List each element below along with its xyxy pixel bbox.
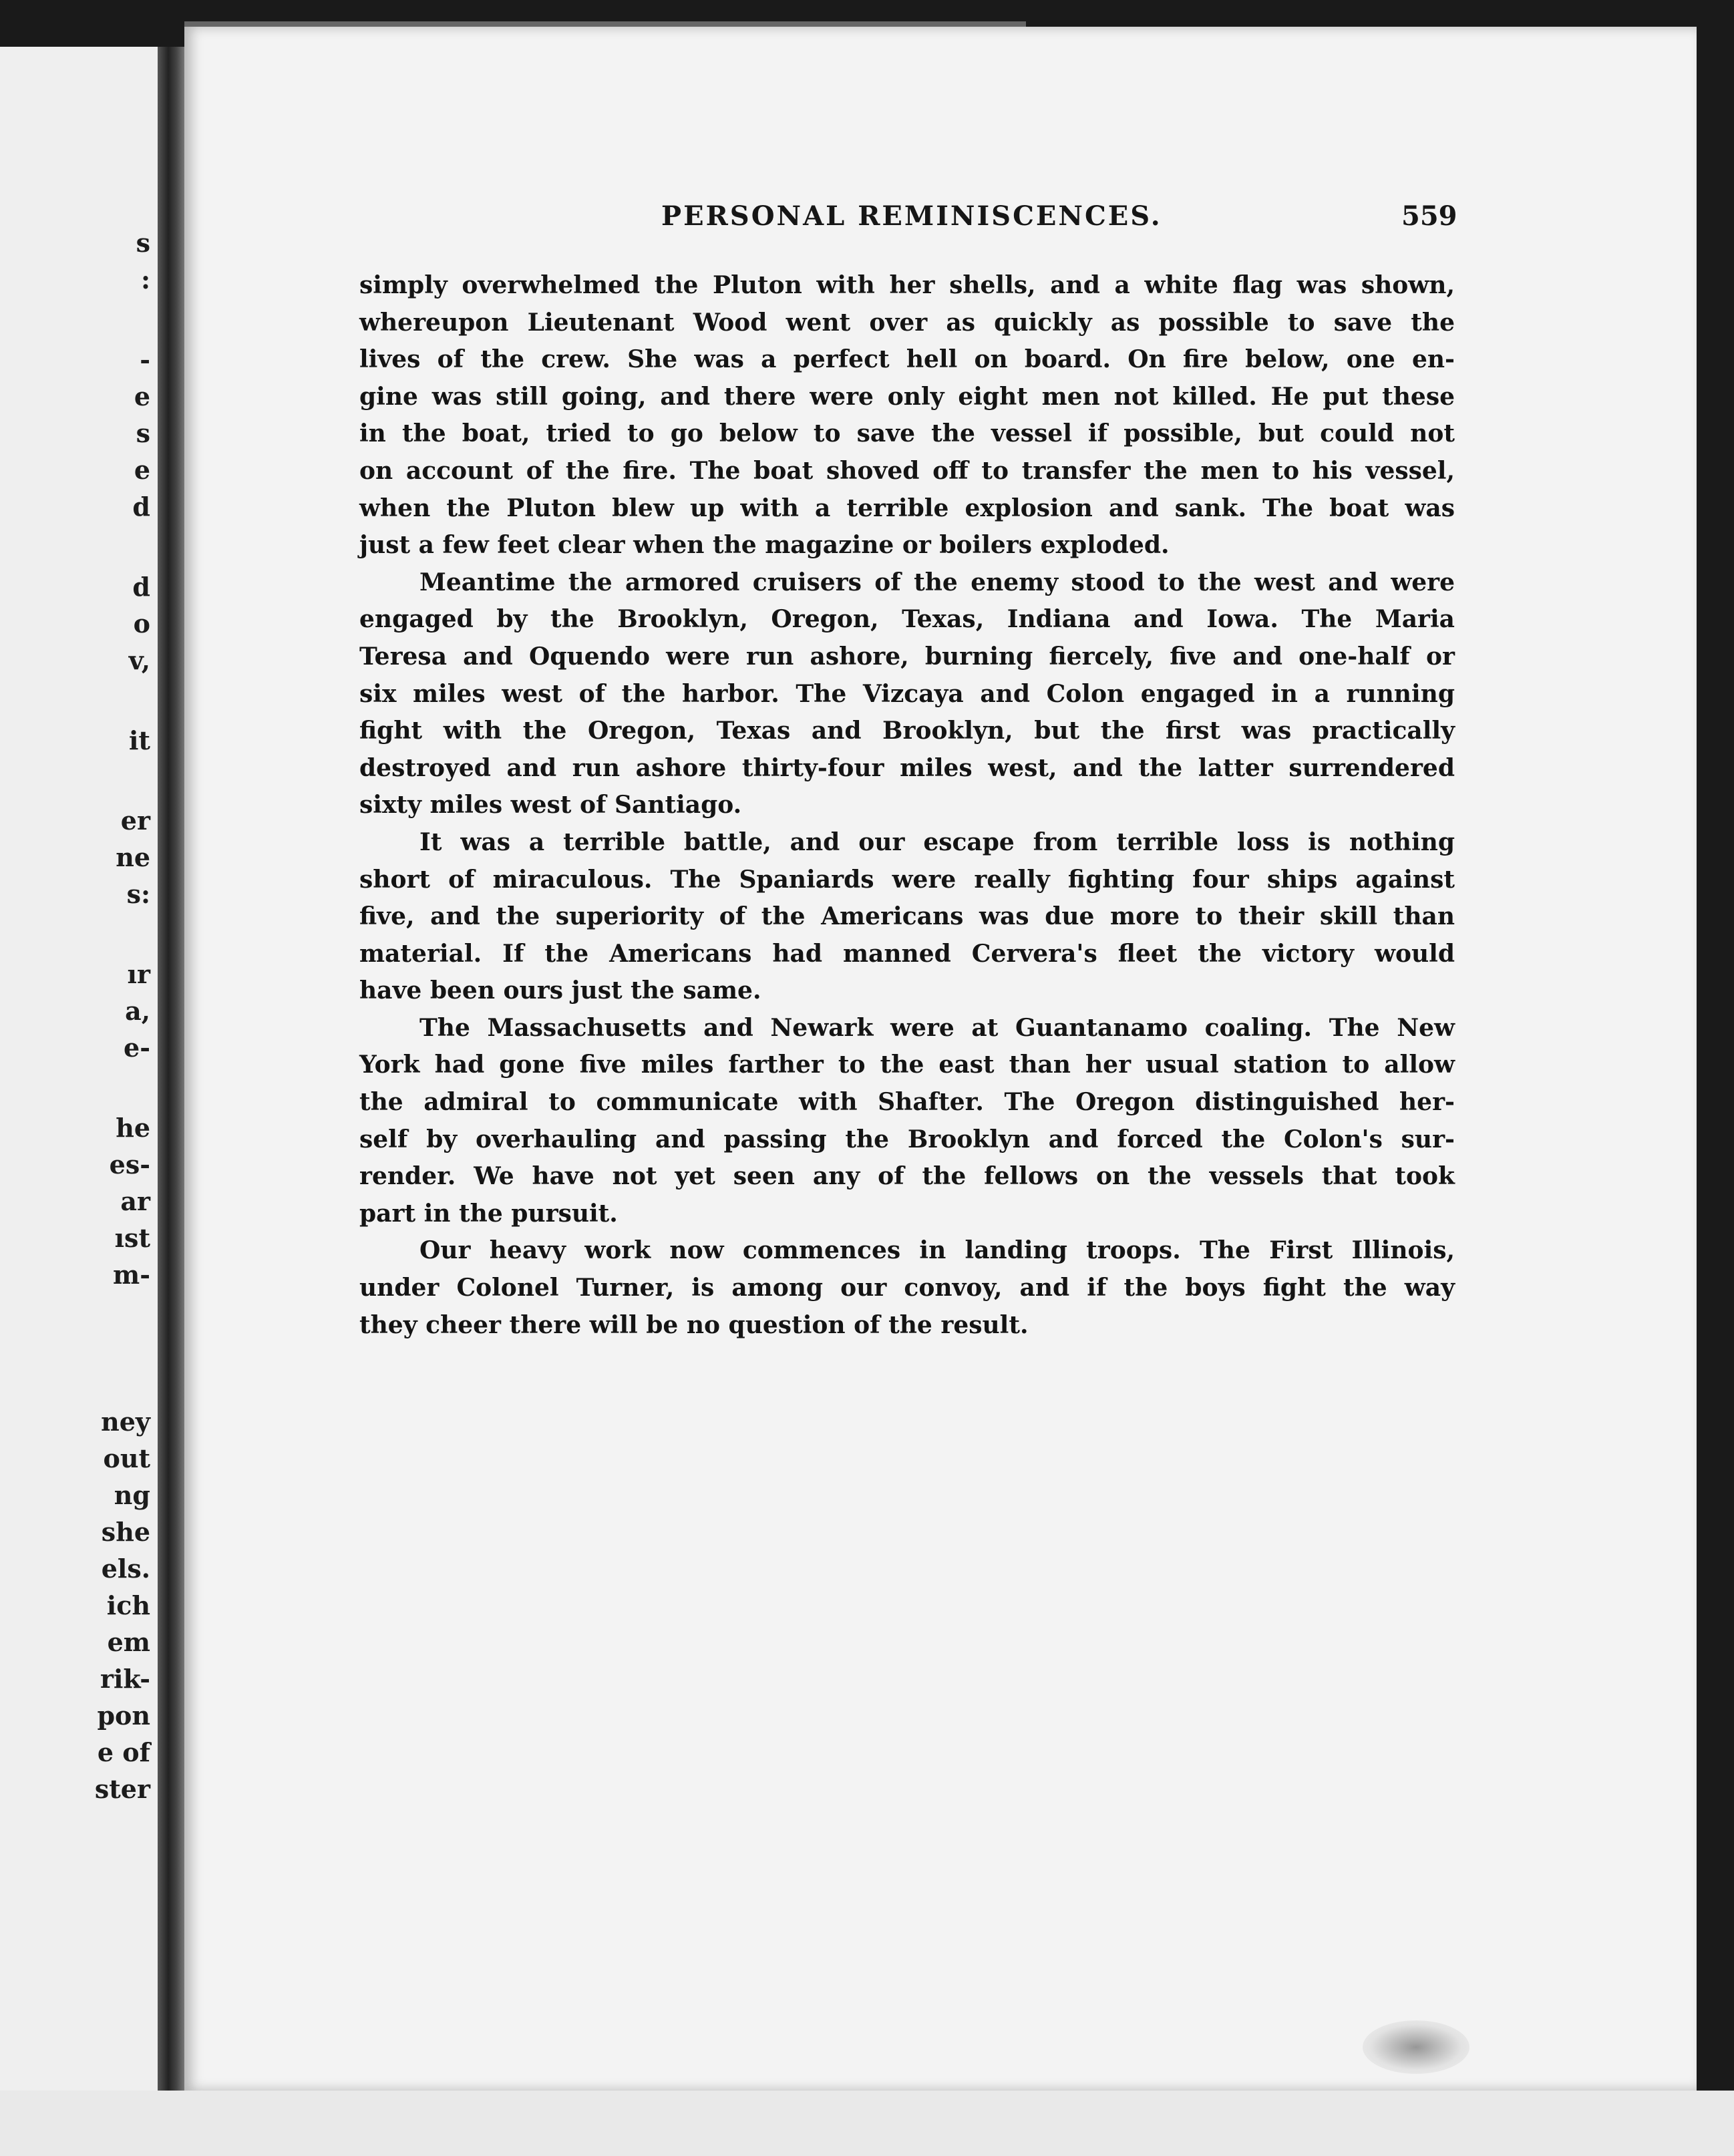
facing-page-fragment: :: [140, 264, 150, 295]
text-line: engaged by the Brooklyn, Oregon, Texas, Indiana and Iowa. The Maria: [359, 605, 1455, 634]
text-line: fight with the Oregon, Texas and Brooklyn, but the first was practically: [359, 717, 1455, 745]
text-line: destroyed and run ashore thirty-four miles west, and the latter surrendered: [359, 753, 1455, 782]
text-line: Meantime the armored cruisers of the enemy stood to the west and were: [419, 568, 1455, 596]
text-line: lives of the crew. She was a perfect hell on board. On fire below, one en-: [359, 345, 1455, 374]
facing-page-fragment: e: [134, 381, 150, 411]
text-line: render. We have not yet seen any of the fellows on the vessels that took: [359, 1162, 1455, 1191]
text-line: under Colonel Turner, is among our convoy, and if the boys fight the way: [359, 1274, 1455, 1302]
text-line: have been ours just the same.: [359, 976, 761, 1005]
facing-page-fragment: ng: [114, 1480, 150, 1510]
paragraph: [359, 564, 1455, 824]
facing-page-fragment: pon: [97, 1700, 150, 1731]
text-line: York had gone five miles farther to the east than her usual station to allow: [359, 1051, 1455, 1079]
facing-page-fragment: he: [116, 1113, 150, 1143]
text-line: Teresa and Oquendo were run ashore, burning fiercely, five and one-half or: [359, 642, 1455, 671]
facing-page-fragment: ar: [120, 1186, 150, 1216]
paragraph: [359, 1232, 1455, 1344]
text-line: Our heavy work now commences in landing troops. The First Illinois,: [419, 1236, 1455, 1265]
text-line: It was a terrible battle, and our escape from terrible loss is nothing: [419, 828, 1455, 856]
facing-page-fragment: she: [101, 1517, 150, 1547]
facing-page-fragment: o: [133, 608, 150, 639]
facing-page-fragment: ster: [94, 1774, 150, 1804]
paragraph: [359, 267, 1455, 564]
facing-page-fragment: ıst: [114, 1223, 150, 1253]
facing-page-fragment: d: [132, 492, 150, 522]
facing-page-fragment: m-: [113, 1260, 150, 1290]
text-line: in the boat, tried to go below to save the vessel if possible, but could not: [359, 419, 1455, 448]
text-line: self by overhauling and passing the Brooklyn and forced the Colon's sur-: [359, 1125, 1455, 1153]
text-line: five, and the superiority of the Americans was due more to their skill than: [359, 902, 1455, 931]
facing-page-fragment: ich: [106, 1590, 150, 1620]
text-line: when the Pluton blew up with a terrible explosion and sank. The boat was: [359, 494, 1455, 522]
facing-page-fragment: em: [107, 1627, 150, 1657]
facing-page-fragment: e: [134, 455, 150, 485]
facing-page-fragment: out: [103, 1443, 150, 1473]
scan-smudge: [1363, 2020, 1469, 2074]
text-line: material. If the Americans had manned Cervera's fleet the victory would: [359, 939, 1455, 968]
scan-bottom-edge: [0, 2091, 1734, 2156]
text-line: the admiral to communicate with Shafter. The Oregon distinguished her-: [359, 1088, 1455, 1117]
book-gutter: [158, 47, 184, 2091]
text-line: short of miraculous. The Spaniards were really fighting four ships against: [359, 865, 1455, 894]
text-line: part in the pursuit.: [359, 1199, 618, 1228]
paragraph: [359, 1010, 1455, 1233]
facing-page-fragment: it: [129, 725, 150, 755]
facing-page-fragment: ne: [116, 842, 150, 872]
facing-page-fragment: ır: [127, 959, 150, 989]
facing-page-fragment: ney: [101, 1407, 150, 1437]
facing-page-fragment: es-: [109, 1149, 150, 1180]
text-line: The Massachusetts and Newark were at Guantanamo coaling. The New: [419, 1013, 1455, 1042]
body-text: [359, 267, 1455, 1344]
text-line: gine was still going, and there were only eight men not killed. He put these: [359, 382, 1455, 411]
text-line: they cheer there will be no question of the result.: [359, 1310, 1029, 1339]
text-line: on account of the fire. The boat shoved off to transfer the men to his vessel,: [359, 456, 1455, 485]
facing-page-fragment: v,: [128, 645, 150, 675]
paragraph: [359, 824, 1455, 1010]
facing-page-fragment: e of: [97, 1737, 150, 1767]
facing-page: [0, 47, 167, 2091]
facing-page-fragment: -: [140, 345, 150, 375]
facing-page-fragment: rik-: [100, 1664, 150, 1694]
facing-page-fragment: els.: [101, 1554, 150, 1584]
page-number: 559: [1401, 200, 1457, 232]
facing-page-fragment: s: [136, 228, 150, 258]
text-line: sixty miles west of Santiago.: [359, 791, 742, 820]
text-line: six miles west of the harbor. The Vizcaya and Colon engaged in a running: [359, 679, 1455, 708]
facing-page-fragment: s:: [126, 879, 150, 909]
facing-page-fragment: s: [136, 418, 150, 448]
facing-page-fragment: d: [132, 572, 150, 602]
text-line: whereupon Lieutenant Wood went over as quickly as possible to save the: [359, 308, 1455, 337]
facing-page-fragment: a,: [125, 996, 150, 1026]
running-head: PERSONAL REMINISCENCES.: [661, 200, 1162, 232]
facing-page-fragment: er: [120, 805, 150, 836]
text-line: simply overwhelmed the Pluton with her shells, and a white flag was shown,: [359, 271, 1455, 299]
facing-page-fragment: e-: [124, 1033, 150, 1063]
text-line: just a few feet clear when the magazine or boilers exploded.: [359, 531, 1170, 560]
